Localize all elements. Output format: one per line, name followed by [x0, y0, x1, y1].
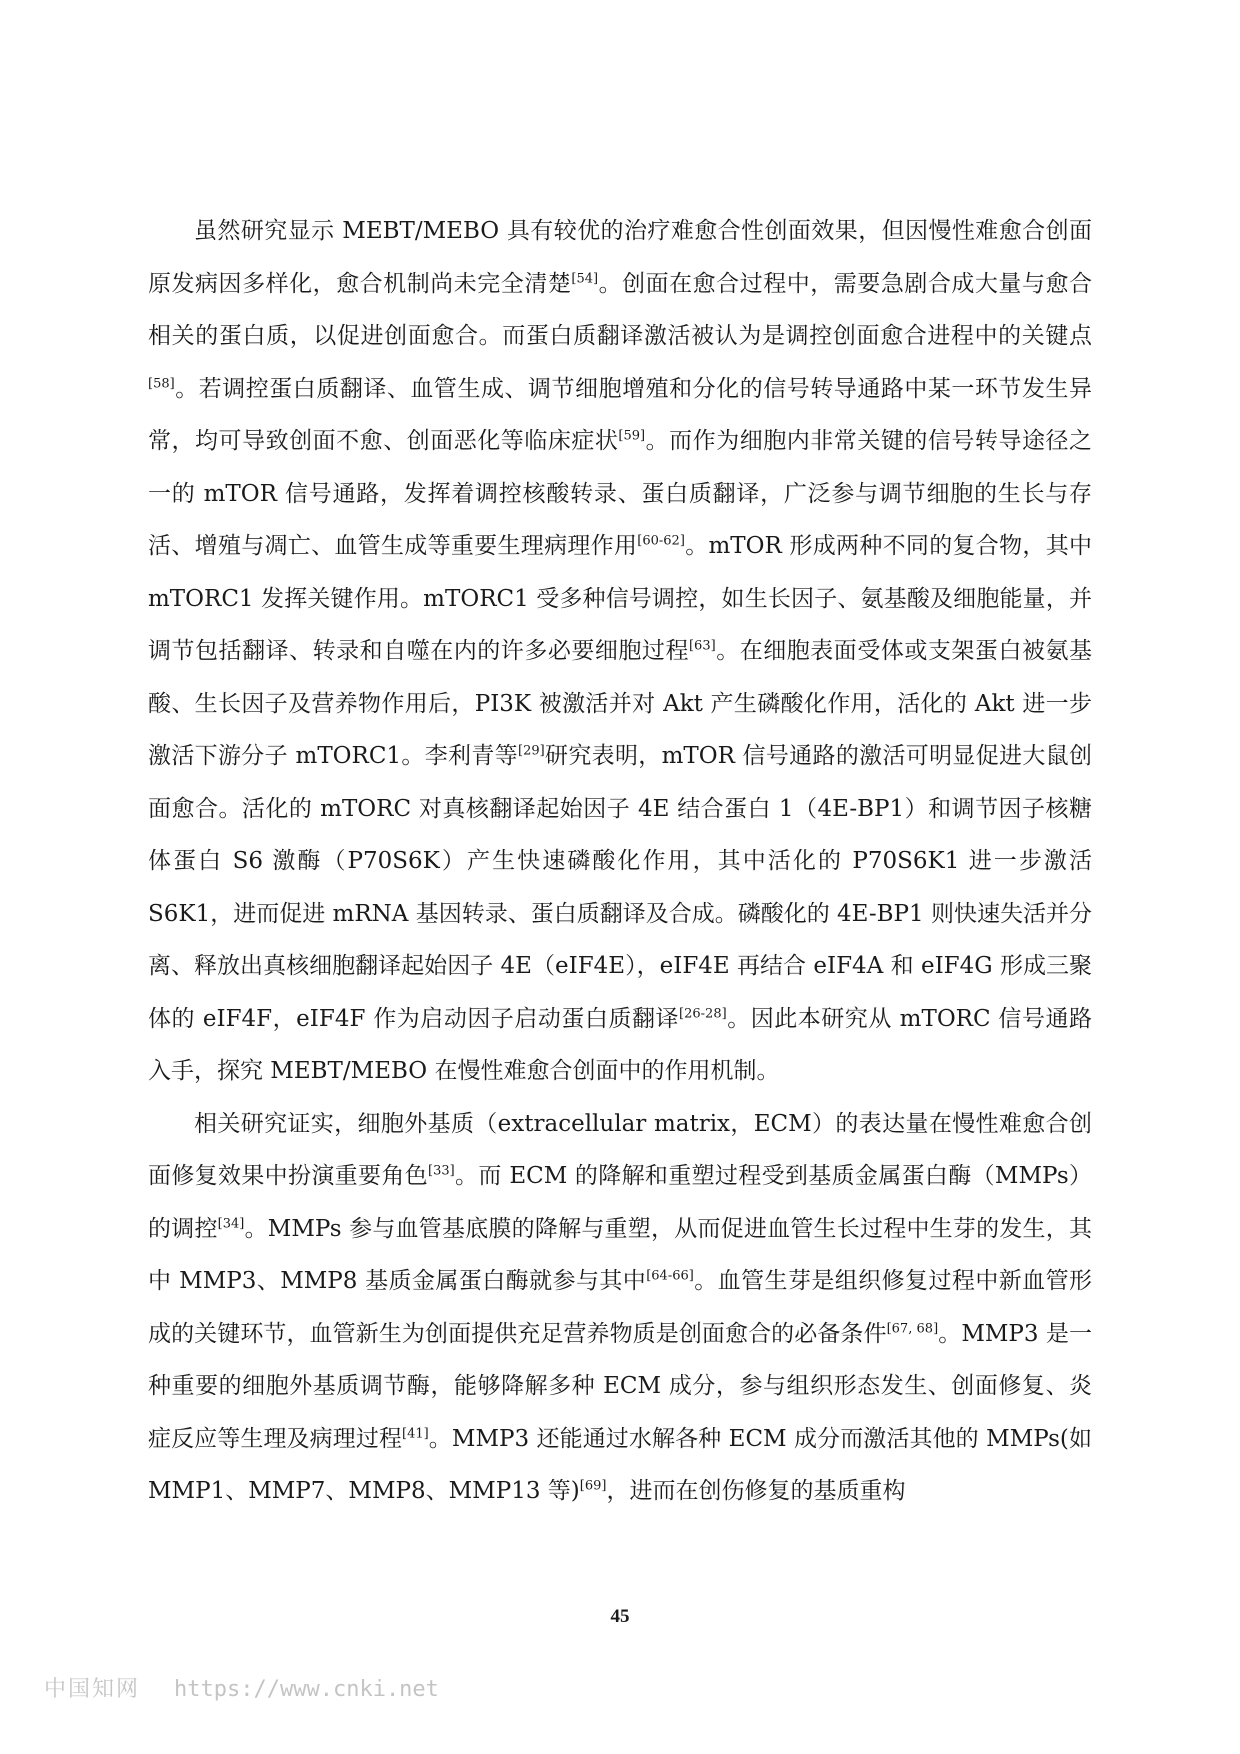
paragraph-ecm-mmps: [148, 1098, 1092, 1518]
text-run: 。MMP3 是一种重要的细胞外基质调节酶，能够降解多种 ECM 成分，参与组织形态发生、创面修复、炎症反应等生理及病理过程: [148, 1320, 1092, 1452]
text-run: 相关研究证实，细胞外基质（extracellular matrix，ECM）的表达量在慢性难愈合创面修复效果中扮演重要角色: [148, 1110, 1092, 1189]
text-run: 。而作为细胞内非常关键的信号转导途径之一的 mTOR 信号通路，发挥着调控核酸转录、蛋白质翻译，广泛参与调节细胞的生长与存活、增殖与凋亡、血管生成等重要生理病理作用: [148, 428, 1093, 559]
citation-ref: [26-28]: [679, 1005, 727, 1021]
citation-ref: [59]: [618, 428, 646, 444]
text-run: 。而 ECM 的降解和重塑过程受到基质金属蛋白酶（MMPs）的调控: [148, 1163, 1092, 1242]
citation-ref: [63]: [688, 638, 716, 654]
text-run: 。MMPs 参与血管基底膜的降解与重塑，从而促进血管生长过程中生芽的发生，其中 MMP3、MMP8 基质金属蛋白酶就参与其中: [148, 1215, 1092, 1294]
watermark-brand: 中国知网: [44, 1677, 141, 1702]
text-run: 。血管生芽是组织修复过程中新血管形成的关键环节，血管新生为创面提供充足营养物质是创面愈合的必备条件: [148, 1268, 1093, 1347]
text-run: ，进而在创伤修复的基质重构: [606, 1478, 906, 1504]
text-run: 。在细胞表面受体或支架蛋白被氨基酸、生长因子及营养物作用后，PI3K 被激活并对 Akt 产生磷酸化作用，活化的 Akt 进一步激活下游分子 mTORC1。李利青等: [148, 638, 1093, 769]
citation-ref: [34]: [217, 1215, 245, 1231]
cnki-watermark: [44, 1672, 439, 1703]
page-number: 45: [610, 1606, 630, 1627]
citation-ref: [33]: [428, 1163, 455, 1179]
watermark-url: https://www.cnki.net: [174, 1677, 439, 1702]
citation-ref: [54]: [571, 270, 599, 286]
text-run: 。MMP3 还能通过水解各种 ECM 成分而激活其他的 MMPs(如 MMP1、MMP7、MMP8、MMP13 等): [148, 1425, 1092, 1504]
text-run: 。创面在愈合过程中，需要急剧合成大量与愈合相关的蛋白质，以促进创面愈合。而蛋白质翻译激活被认为是调控创面愈合进程中的关键点: [148, 270, 1093, 349]
citation-ref: [58]: [148, 375, 175, 391]
text-run: 。mTOR 形成两种不同的复合物，其中 mTORC1 发挥关键作用。mTORC1 受多种信号调控，如生长因子、氨基酸及细胞能量，并调节包括翻译、转录和自噬在内的许多必要细胞过程: [148, 533, 1092, 664]
citation-ref: [69]: [579, 1478, 607, 1494]
text-run: 研究表明，mTOR 信号通路的激活可明显促进大鼠创面愈合。活化的 mTORC 对真核翻译起始因子 4E 结合蛋白 1（4E-BP1）和调节因子核糖体蛋白 S6 激酶（P70S6K）产生快速磷酸化作用，其中活化的 P70S6K1 进一步激活 S6K1，进而促进 mRNA 基因转录、蛋白质翻译及合成。磷酸化的 4E-BP1 则快速失活并分离、释放出真核细胞翻译起始因子 4E（eIF4E），eIF4E 再结合 eIF4A 和 eIF4G 形成三聚体的 eIF4F，eIF4F 作为启动因子启动蛋白质翻译: [148, 743, 1092, 1032]
text-run: 虽然研究显示 MEBT/MEBO 具有较优的治疗难愈合性创面效果，但因慢性难愈合创面原发病因多样化，愈合机制尚未完全清楚: [148, 218, 1092, 297]
citation-ref: [29]: [518, 743, 545, 759]
citation-ref: [60-62]: [637, 533, 685, 549]
citation-ref: [67, 68]: [886, 1320, 939, 1336]
paragraph-mtor-pathway: [148, 205, 1092, 1098]
text-run: 。因此本研究从 mTORC 信号通路入手，探究 MEBT/MEBO 在慢性难愈合创面中的作用机制。: [148, 1005, 1093, 1084]
citation-ref: [41]: [402, 1425, 429, 1441]
text-run: 。若调控蛋白质翻译、血管生成、调节细胞增殖和分化的信号转导通路中某一环节发生异常，均可导致创面不愈、创面恶化等临床症状: [148, 375, 1092, 454]
citation-ref: [64-66]: [646, 1268, 694, 1284]
page-body: [148, 205, 1092, 1518]
